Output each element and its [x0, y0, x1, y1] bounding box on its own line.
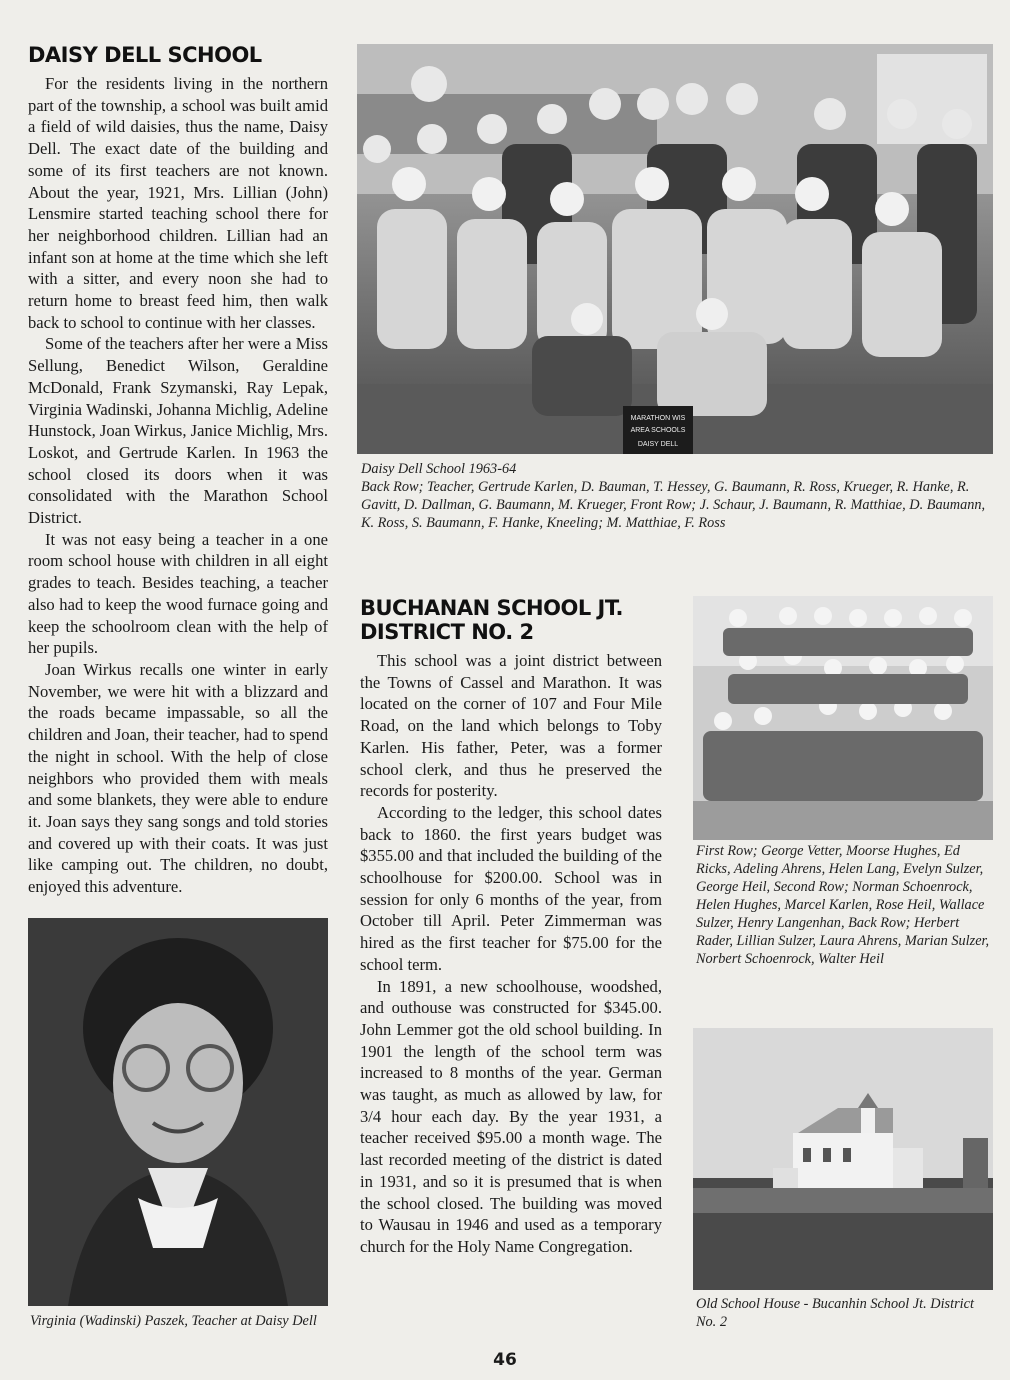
sign-line-1: MARATHON WIS [630, 415, 686, 422]
daisy-dell-paragraph: Some of the teachers after her were a Miss Sellung, Benedict Wilson, Geraldine McDonald, Frank Szymanski, Ray Lepak, Virginia Wadinski, Johanna Michlig, Adeline Hunstock, Joan Wirkus, Janice Michlig, Mrs. Loskot, and Gertrude Karlen. In 1963 the school closed its doors when it was consolidated with the Marathon School District. [28, 334, 328, 528]
teacher-portrait-photo [28, 918, 328, 1306]
buchanan-photo-caption: First Row; George Vetter, Moorse Hughes, Ed Ricks, Adeling Ahrens, Helen Lang, Evelyn Sulzer, George Heil, Second Row; Norman Schoenrock, Helen Hughes, Marcel Karlen, Rose Heil, Wallace Sulzer, Henry Langenhan, Back Row; Herbert Rader, Lillian Sulzer, Laura Ahrens, Marian Sulzer, Norbert Schoenrock, Walter Heil [696, 843, 990, 967]
daisy-dell-caption-title: Daisy Dell School 1963-64 [361, 461, 517, 477]
buchanan-heading [360, 596, 662, 644]
sign-line-3: DAISY DELL [637, 441, 679, 448]
daisy-dell-caption-names: Back Row; Teacher, Gertrude Karlen, D. Bauman, T. Hessey, G. Baumann, R. Ross, Krueger, R. Hanke, R. Gavitt, D. Dallman, G. Baumann, M. Krueger, Front Row; J. Schaur, J. Baumann, R. Matthiae, D. Baumann, K. Ross, S. Baumann, F. Hanke, Kneeling; M. Matthiae, F. Ross [361, 479, 986, 531]
buchanan-body [360, 650, 662, 1258]
old-schoolhouse-caption: Old School House - Bucanhin School Jt. District No. 2 [696, 1296, 974, 1330]
buchanan-article [360, 596, 662, 1258]
daisy-dell-class-photo [357, 44, 993, 454]
daisy-dell-body [28, 73, 328, 898]
buchanan-class-photo [693, 596, 993, 840]
buchanan-paragraph: This school was a joint district between the Towns of Cassel and Marathon. It was located on the corner of 107 and Four Mile Road, on the land which belongs to Toby Karlen. His father, Peter, was a former school clerk, and thus he preserved the records for posterity. [360, 651, 662, 801]
buchanan-paragraph: In 1891, a new schoolhouse, woodshed, and outhouse was constructed for $345.00. John Lemmer got the old school building. In 1901 the length of the school term was increased to 8 months of the year. German was taught, as much as allowed by law, for 3/4 hour each day. By the year 1931, a teacher received $95.00 a month wage. The last recorded meeting of the district is dated in 1931, and so it is presumed that is when the school closed. The building was moved to Wausau in 1946 and used as a temporary church for the Holy Name Congregation. [360, 976, 662, 1256]
old-schoolhouse-photo [693, 1028, 993, 1290]
buchanan-heading-line1: BUCHANAN SCHOOL JT. [360, 596, 623, 620]
daisy-dell-article [28, 44, 328, 898]
page-number: 46 [493, 1350, 517, 1370]
daisy-dell-photo-caption [361, 460, 989, 532]
buchanan-paragraph: According to the ledger, this school dates back to 1860. the first years budget was $355.00 and that included the building of the schoolhouse for $200.00. School was in session for only 6 months of the year, from October till April. Peter Zimmerman was hired as the first teacher for $75.00 for the school term. [360, 802, 662, 974]
sign-line-2: AREA SCHOOLS [630, 427, 686, 434]
daisy-dell-heading: DAISY DELL SCHOOL [28, 43, 262, 67]
daisy-dell-paragraph: Joan Wirkus recalls one winter in early November, we were hit with a blizzard and the roads became impassable, so all the children and Joan, their teacher, had to spend the night in school. With the help of close neighbors who provided them with meals and some blankets, they were able to endure it. Joan says they sang songs and told stories and covered up with their coats. It was just like camping out. The children, no doubt, enjoyed this adventure. [28, 659, 328, 897]
daisy-dell-paragraph: It was not easy being a teacher in a one room school house with children in all eight grades to teach. Besides teaching, a teacher also had to keep the wood furnace going and keep the schoolroom clean with the help of her pupils. [28, 529, 328, 658]
teacher-portrait-caption: Virginia (Wadinski) Paszek, Teacher at Daisy Dell [30, 1313, 317, 1329]
buchanan-heading-line2: DISTRICT NO. 2 [360, 620, 534, 644]
daisy-dell-paragraph: For the residents living in the northern part of the township, a school was built amid a field of wild daisies, thus the name, Daisy Dell. The exact date of the building and some of its first teachers are not known. About the year, 1921, Mrs. Lillian (John) Lensmire started teaching school there for her neighborhood children. Lillian had an infant son at home at the time which she left with a sitter, and every noon she had to return home to breast feed him, then walk back to school to continue with her classes. [28, 74, 328, 332]
